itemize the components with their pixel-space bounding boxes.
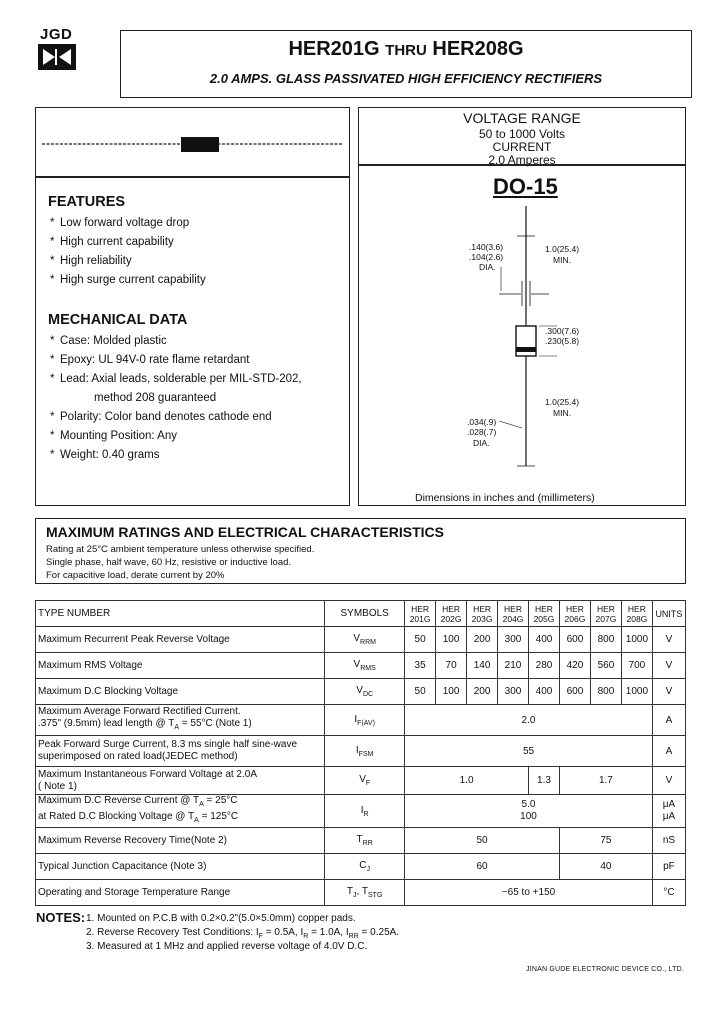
table-row: Maximum D.C Blocking Voltage $V_{DC}$ 50 100 200 300 400 600 800 1000 V	[36, 679, 686, 705]
mechanical-list	[50, 332, 302, 465]
max-ratings-box	[35, 518, 686, 584]
footer-company: JINAN GUDE ELECTRONIC DEVICE CO., LTD.	[526, 966, 684, 973]
features-list	[50, 214, 206, 290]
lead-dia-min: .104(2.6)	[469, 252, 504, 262]
list-item: * High reliability	[50, 255, 132, 267]
page-title: HER201G THRU HER208G	[288, 38, 524, 60]
table-header-row	[36, 601, 686, 627]
features-title: FEATURES	[48, 194, 126, 210]
body-length-min: .230(5.8)	[545, 336, 580, 346]
header-part: HER 208G	[621, 601, 652, 627]
wire-dia-max: .034(.9)	[467, 417, 497, 427]
list-item: * Weight: 0.40 grams	[50, 449, 160, 461]
lead-length-top: 1.0(25.4)	[545, 244, 580, 254]
table-row: Maximum D.C Reverse Current @ $T_A = 25^\circ C$ at Rated D.C Blocking Voltage @ $T_A = 125^\circ C$ $I_R$ 5.0 100 μA μA	[36, 795, 686, 828]
table-row: Peak Forward Surge Current, 8.3 ms single half sine-wave superimposed on rated load(JEDEC method) $I_{FSM}$ 55 A	[36, 736, 686, 767]
list-item: * High surge current capability	[50, 274, 206, 286]
package-outline-diagram	[359, 166, 685, 505]
lead-length-top-min: MIN.	[553, 255, 571, 265]
wire-dia-label: DIA.	[473, 438, 490, 448]
logo-text: JGD	[40, 26, 73, 43]
note-3: 3. Measured at 1 MHz and applied reverse voltage of 4.0V D.C.	[86, 941, 368, 952]
dimensions-note: Dimensions in inches and (millimeters)	[415, 492, 595, 504]
current-title: CURRENT	[492, 140, 552, 154]
list-item: * Epoxy: UL 94V-0 rate flame retardant	[50, 354, 250, 366]
header-symbols: SYMBOLS	[325, 601, 405, 627]
list-item: * High current capability	[50, 236, 174, 248]
diode-photo	[36, 108, 349, 176]
table-row: Maximum Recurrent Peak Reverse Voltage $V_{RRM}$ 50 100 200 300 400 600 800 1000 V	[36, 627, 686, 653]
header-part: HER 202G	[436, 601, 467, 627]
list-item: * Low forward voltage drop	[50, 217, 190, 229]
list-item: * Lead: Axial leads, solderable per MIL-STD-202,	[50, 373, 302, 385]
note-1: 1. Mounted on P.C.B with 0.2×0.2"(5.0×5.0mm) copper pads.	[86, 913, 356, 924]
voltage-range-title: VOLTAGE RANGE	[463, 110, 581, 126]
max-ratings-title: MAXIMUM RATINGS AND ELECTRICAL CHARACTERISTICS	[46, 524, 444, 540]
voltage-range-box	[358, 107, 686, 165]
notes-title: NOTES:	[36, 910, 86, 925]
features-box	[35, 177, 350, 506]
list-item-cont: method 208 guaranteed	[94, 392, 217, 404]
diode-photo-box	[35, 107, 350, 177]
table-row: Typical Junction Capacitance (Note 3) $C_J$ 60 40 pF	[36, 854, 686, 880]
body-length-max: .300(7.6)	[545, 326, 580, 336]
current-value: 2.0 Amperes	[488, 153, 556, 167]
header-type: TYPE NUMBER	[36, 601, 325, 627]
logo-diode-icon	[38, 44, 76, 70]
header-part: HER 207G	[590, 601, 621, 627]
page-subtitle: 2.0 AMPS. GLASS PASSIVATED HIGH EFFICIENCY RECTIFIERS	[209, 71, 603, 86]
note-2: 2. Reverse Recovery Test Conditions: $I_F = 0.5A$, $I_R = 1.0A$, $I_{RR} = 0.25A$.	[86, 927, 400, 940]
table-row: Operating and Storage Temperature Range $T_J$, $T_{STG}$ −65 to +150 °C	[36, 880, 686, 906]
table-row: Maximum Instantaneous Forward Voltage at 2.0A ( Note 1) $V_F$ 1.0 1.3 1.7 V	[36, 767, 686, 795]
voltage-range-value: 50 to 1000 Volts	[478, 127, 566, 141]
lead-length-bottom: 1.0(25.4)	[545, 397, 580, 407]
header-part: HER 206G	[559, 601, 590, 627]
max-ratings-conditions: Rating at 25°C ambient temperature unless otherwise specified. Single phase, half wave, 60 Hz, resistive or inductive load. For capacitive load, derate current by 20%	[46, 544, 315, 581]
table-row: Maximum Reverse Recovery Time(Note 2) $T_{RR}$ 50 75 nS	[36, 828, 686, 854]
lead-dia-label: DIA.	[479, 262, 496, 272]
header-part: HER 204G	[498, 601, 529, 627]
header-part: HER 205G	[529, 601, 560, 627]
list-item: * Polarity: Color band denotes cathode end	[50, 411, 272, 423]
package-name: DO-15	[493, 174, 558, 199]
wire-dia-min: .028(.7)	[467, 427, 497, 437]
spec-table	[35, 600, 686, 906]
header-part: HER 203G	[467, 601, 498, 627]
header-box	[120, 30, 692, 98]
mechanical-title: MECHANICAL DATA	[48, 312, 188, 328]
list-item: * Case: Molded plastic	[50, 335, 167, 347]
table-row: Maximum Average Forward Rectified Current. .375" (9.5mm) lead length @ $T_A = 55^\circ C$ (Note 1) $I_{F(AV)}$ 2.0 A	[36, 705, 686, 736]
list-item: * Mounting Position: Any	[50, 430, 177, 442]
table-row: Maximum RMS Voltage $V_{RMS}$ 35 70 140 210 280 420 560 700 V	[36, 653, 686, 679]
package-drawing-box	[358, 165, 686, 506]
header-units: UNITS	[652, 601, 685, 627]
lead-length-bottom-min: MIN.	[553, 408, 571, 418]
header-part: HER 201G	[405, 601, 436, 627]
lead-dia-max: .140(3.6)	[469, 242, 504, 252]
